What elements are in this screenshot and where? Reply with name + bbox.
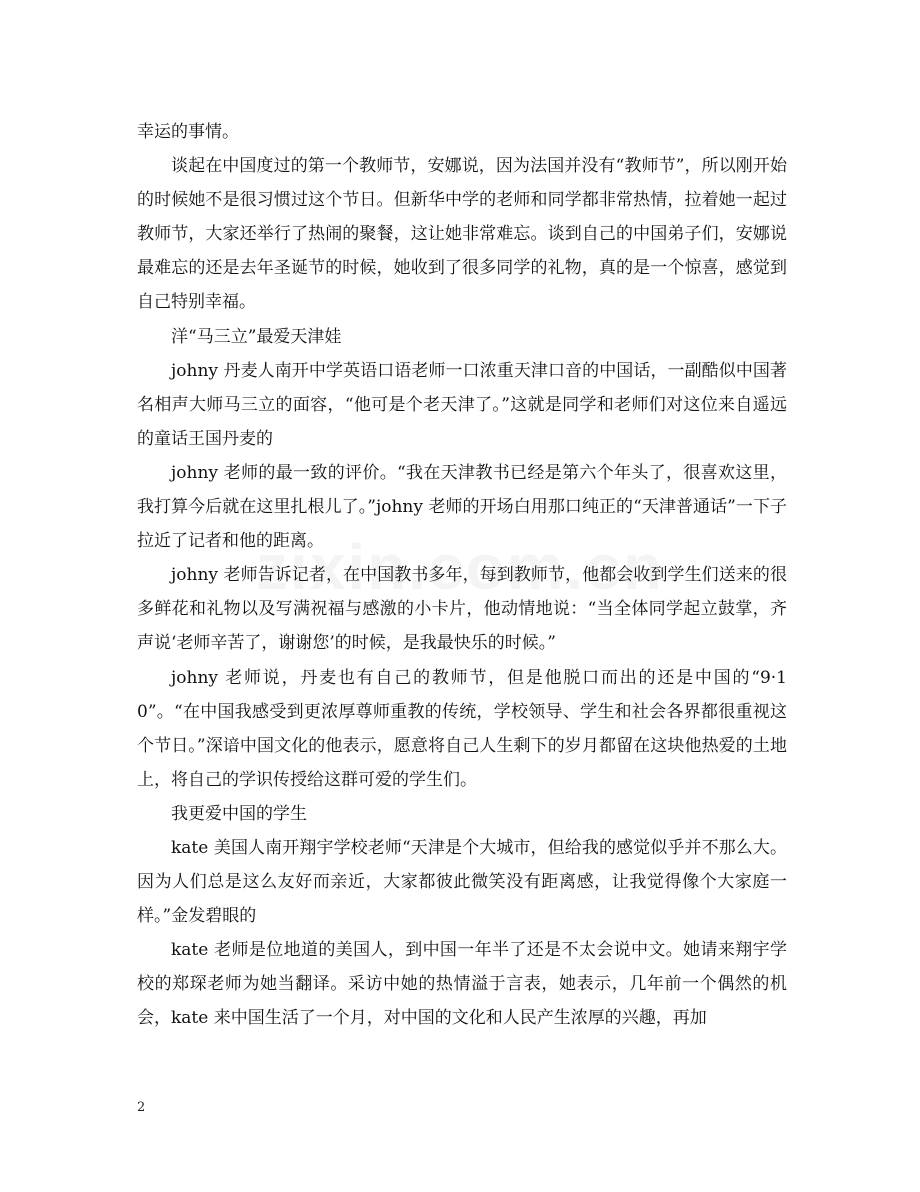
section-heading-kate: 我更爱中国的学生 [171,803,307,824]
paragraph-johny-denmark: johny 老师说，丹麦也有自己的教师节，但是他脱口而出的还是中国的“9·10”。“在中国我感受到更浓厚尊师重教的传统，学校领导、学生和社会各界都很重视这个节日。”深谙中国文化的他表示，愿意将自己人生剩下的岁月都留在这块他热爱的土地上，将自己的学识传授给这群可爱的学生们。 [137,667,787,790]
page-number: 2 [137,1100,146,1115]
paragraph-anna-teachers-day: 谈起在中国度过的第一个教师节，安娜说，因为法国并没有“教师节”，所以刚开始的时候她不是很习惯过这个节日。但新华中学的老师和同学都非常热情，拉着她一起过教师节，大家还举行了热闹的聚餐，这让她非常难忘。谈到自己的中国弟子们，安娜说最难忘的还是去年圣诞节的时候，她收到了很多同学的礼物，真的是一个惊喜，感觉到自己特别幸福。 [137,156,787,313]
section-heading-johny: 洋“马三立”最爱天津娃 [171,326,342,347]
paragraph-kate-translation: kate 老师是位地道的美国人，到中国一年半了还是不太会说中文。她请来翔宇学校的郑琛老师为她当翻译。采访中她的热情溢于言表，她表示，几年前一个偶然的机会，kate 来中国生活了一个月，对中国的文化和人民产生浓厚的兴趣，再加 [137,940,787,1029]
document-body [137,115,787,1036]
paragraph-johny-intro: johny 丹麦人南开中学英语口语老师一口浓重天津口音的中国话，一副酷似中国著名相声大师马三立的面容，“他可是个老天津了。”这就是同学和老师们对这位来自遥远的童话王国丹麦的 [137,360,787,449]
paragraph-kate-intro: kate 美国人南开翔宇学校老师“天津是个大城市，但给我的感觉似乎并不那么大。因为人们总是这么友好而亲近，大家都彼此微笑没有距离感，让我觉得像个大家庭一样。”金发碧眼的 [137,837,787,927]
paragraph-johny-evaluation: johny 老师的最一致的评价。“我在天津教书已经是第六个年头了，很喜欢这里，我打算今后就在这里扎根儿了。”johny 老师的开场白用那口纯正的“天津普通话”一下子拉近了记者和他的距离。 [137,462,787,552]
paragraph-johny-gifts: johny 老师告诉记者，在中国教书多年，每到教师节，他都会收到学生们送来的很多鲜花和礼物以及写满祝福与感激的小卡片，他动情地说：“当全体同学起立鼓掌，齐声说‘老师辛苦了，谢谢您’的时候，是我最快乐的时候。” [137,565,787,654]
paragraph-continuation: 幸运的事情。 [137,122,239,142]
